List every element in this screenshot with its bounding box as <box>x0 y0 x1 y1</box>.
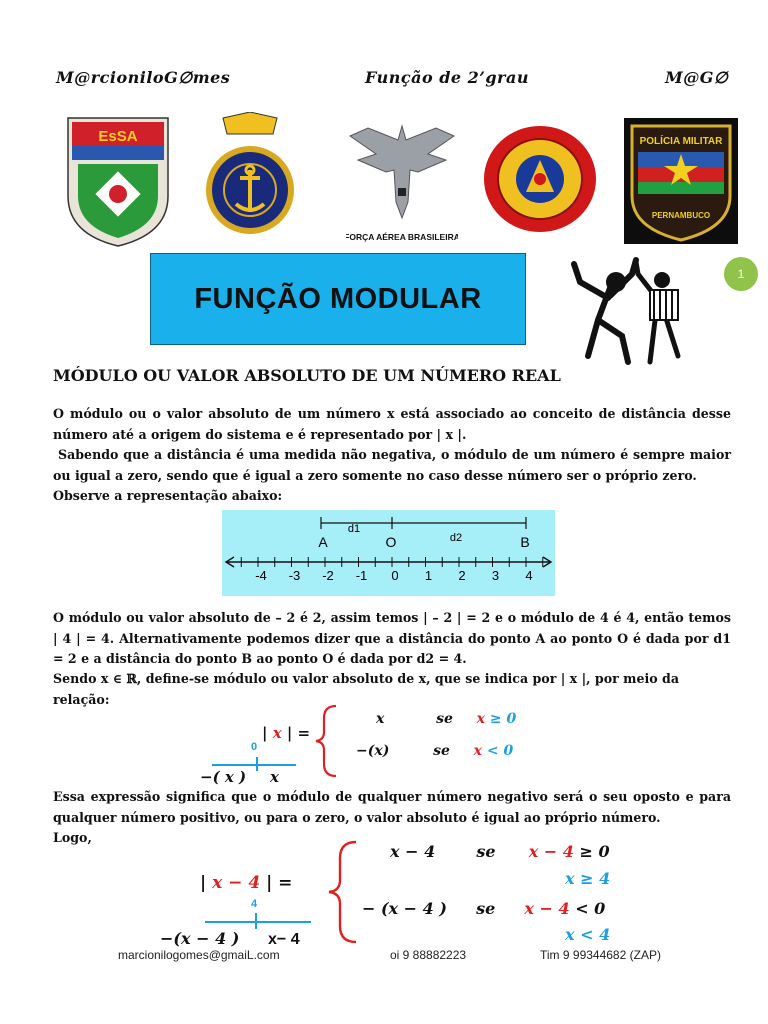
footer-oi-phone: oi 9 88882223 <box>390 948 467 962</box>
page-title-box <box>150 253 526 345</box>
number-line-figure <box>222 510 555 596</box>
logo-word: Logo, <box>53 830 92 845</box>
footer-email[interactable]: marcionilogomes@gmaiL.com <box>118 948 280 962</box>
meaning-text: Essa expressão significa que o módulo de qualquer número negativo será o seu oposto e para qualquer número positivo, ou para o zero, o valor absoluto é igual ao próprio número. <box>53 789 731 825</box>
fab-wings-emblem <box>346 120 458 248</box>
intro-paragraph-2: Sabendo que a distância é uma medida não negativa, o módulo de um número é sempre maior ou igual a zero, sendo que é igual a zero somente no caso desse número ser o próprio zero. <box>53 447 731 483</box>
svg-text:EsSA: EsSA <box>98 128 138 145</box>
number-line-tick-label: 4 <box>525 568 533 583</box>
number-line-tick-label: -4 <box>255 568 267 583</box>
svg-text:FORÇA AÉREA BRASILEIRA: FORÇA AÉREA BRASILEIRA <box>346 232 458 242</box>
intro-paragraph-1: O módulo ou o valor absoluto de um número x está associado ao conceito de distância desse número até a origem do sistema e é representado por | x |. <box>53 406 731 442</box>
number-line-tick-label: -2 <box>322 568 334 583</box>
def2-case2-result: x < 4 <box>565 925 611 944</box>
def1-lhs: | x | = <box>262 724 311 742</box>
d2-label: d2 <box>449 532 463 544</box>
def2-lhs: | x − 4 | = <box>200 873 293 893</box>
dancing-figures-icon <box>570 252 702 374</box>
number-line-tick-label: 1 <box>424 568 433 583</box>
number-line-tick-label: -1 <box>355 568 368 583</box>
header-subject: Função de 2’grau <box>365 68 529 87</box>
def2-case1-result: x ≥ 4 <box>565 869 611 888</box>
definition-intro: Sendo x ∈ ℝ, define-se módulo ou valor absoluto de x, que se indica por | x |, por meio da relação: <box>53 671 680 707</box>
bombeiros-militar-emblem <box>482 124 598 238</box>
esa-shield-emblem <box>66 116 170 252</box>
number-line-tick-label: 0 <box>391 568 399 583</box>
def2-case2: − (x − 4 ) se x − 4 < 0 <box>362 899 606 918</box>
intro-paragraph-3: Observe a representação abaixo: <box>53 488 283 503</box>
def2-brace <box>326 840 360 948</box>
def2-case1: x − 4 se x − 4 ≥ 0 <box>390 842 610 861</box>
intro-text <box>53 404 731 507</box>
d1-label: d1 <box>347 523 361 535</box>
number-line-tick-label: 2 <box>458 568 466 583</box>
def1-case1: x se x ≥ 0 <box>376 711 517 727</box>
def2-left-side: −(x − 4 ) <box>160 929 240 948</box>
header-author: M@rcioniloG∅mes <box>56 68 231 87</box>
def1-root: 0 <box>251 741 258 753</box>
def1-left-side: −( x ) <box>200 768 247 786</box>
def2-sign-tick <box>255 913 257 929</box>
marinha-do-brasil-emblem <box>203 112 297 248</box>
def2-right-side: x− 4 <box>268 931 300 948</box>
policia-militar-pernambuco-emblem <box>624 118 738 248</box>
number-line-tick-label: 3 <box>491 568 500 583</box>
def1-right-side: x <box>270 768 279 786</box>
footer-tim-phone: Tim 9 99344682 (ZAP) <box>540 948 661 962</box>
point-a-label: A <box>318 534 328 550</box>
number-line-tick-label: -3 <box>288 568 301 583</box>
def1-brace <box>314 704 340 782</box>
explanation-text: O módulo ou valor absoluto de – 2 é 2, assim temos | – 2 | = 2 e o módulo de 4 é 4, então temos | 4 | = 4. Alternativamente podemos dizer que a distância do ponto A ao ponto O é dada por d1 = 2 e a distância do ponto B ao ponto O é dada por d2 = 4. <box>53 610 731 666</box>
svg-text:PERNAMBUCO: PERNAMBUCO <box>651 211 711 220</box>
header-initials: M@G∅ <box>665 68 729 87</box>
def1-sign-tick <box>256 757 258 771</box>
def1-case2: −(x) se x < 0 <box>356 743 514 759</box>
svg-text:POLÍCIA MILITAR: POLÍCIA MILITAR <box>639 136 723 147</box>
page-title: FUNÇÃO MODULAR <box>194 282 482 315</box>
point-o-label: O <box>385 534 397 550</box>
def1-sign-line <box>212 764 296 766</box>
point-b-label: B <box>520 534 530 550</box>
def2-sign-line <box>205 921 311 923</box>
def2-root: 4 <box>251 898 258 910</box>
page-number-badge: 1 <box>724 257 758 291</box>
section-title: MÓDULO OU VALOR ABSOLUTO DE UM NÚMERO REAL <box>53 366 561 385</box>
